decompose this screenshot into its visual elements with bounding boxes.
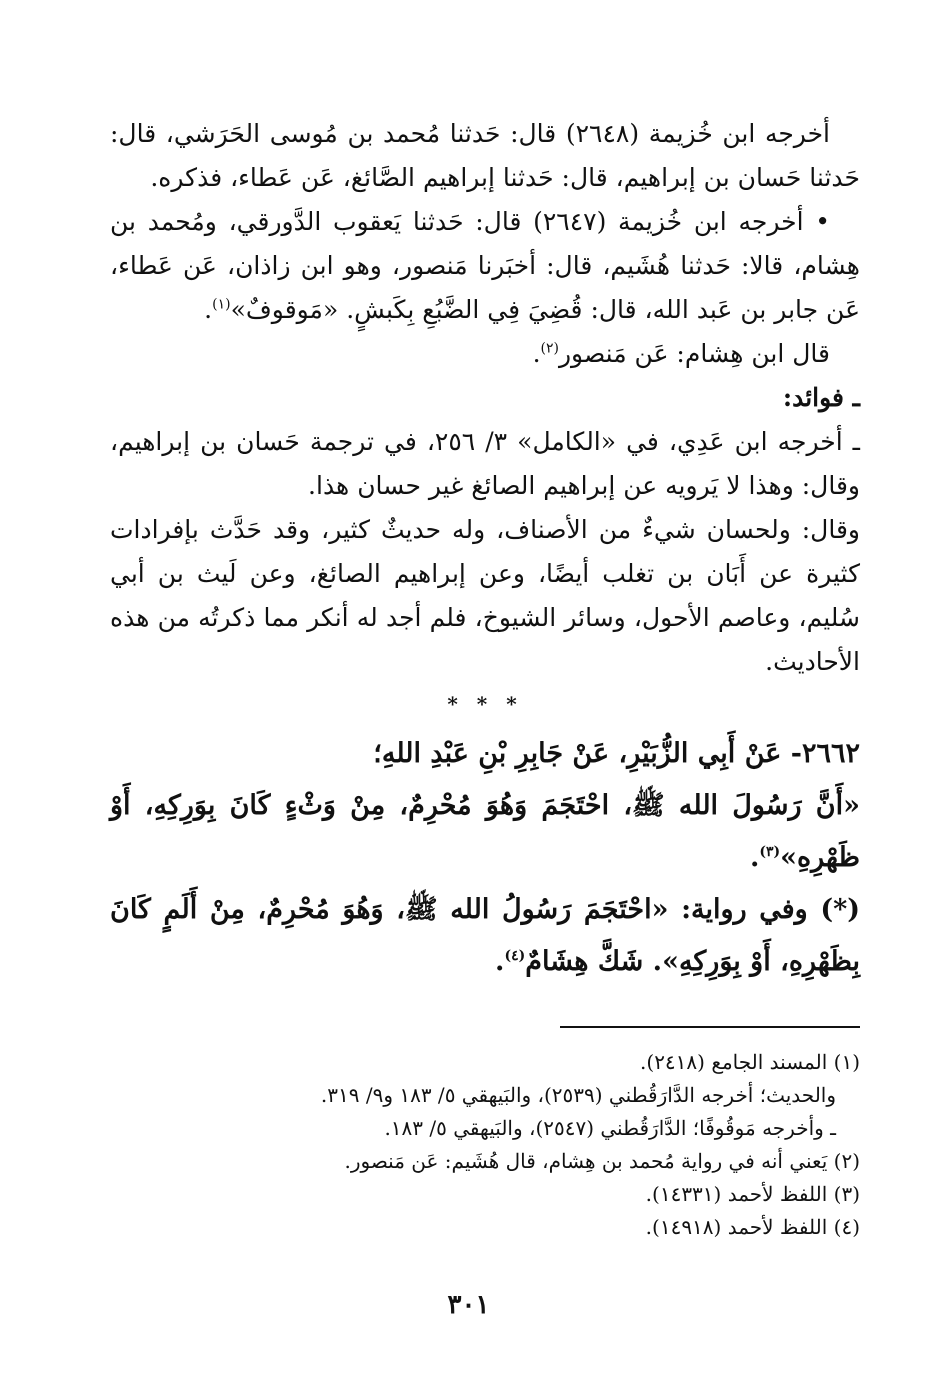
footnote-ref-4: (٤): [504, 948, 526, 964]
paragraph-khuzayma-2647: • أخرجه ابن خُزيمة (٢٦٤٧) قال: حَدثنا يَعقوب الدَّورقي، ومُحمد بن هِشام، قالا: حَدثنا هُشَيم، قال: أخبَرنا مَنصور، وهو ابن زاذان، عَن عَطاء، عَن جابر بن عَبد الله، قال: قُضِيَ فِي الضَّبُعِ بِكَبشٍ. «مَوقوفٌ»$^{(١)}$.: [110, 207, 860, 324]
paragraph-text: قال ابن هِشام: عَن مَنصور: [558, 339, 830, 368]
period: .: [749, 842, 760, 873]
hadith-matn: «أَنَّ رَسُولَ الله ﷺ، احْتَجَمَ وَهُوَ مُحْرِمٌ، مِنْ وَثْءٍ كَانَ بِوَرِكِهِ، أَوْ ظَهْرِهِ»: [110, 790, 860, 873]
hadith-text: [110, 780, 860, 884]
riwaya-matn: (*) وفي رواية: «احْتَجَمَ رَسُولُ الله ﷺ، وَهُوَ مُحْرِمٌ، مِنْ أَلَمٍ كَانَ بِظَهْرِهِ، أَوْ بِوَرِكِهِ». شَكَّ هِشَامٌ: [110, 894, 860, 977]
hadith-heading: ٢٦٦٢- عَنْ أَبِي الزُّبَيْرِ، عَنْ جَابِرِ بْنِ عَبْدِ اللهِ؛: [373, 738, 860, 769]
section-separator: * * *: [447, 692, 523, 716]
page-number: ٣٠١: [447, 1290, 490, 1320]
footnote-1-detail-a: والحديث؛ أخرجه الدَّارَقُطني (٢٥٣٩)، والبَيهقي ٥/ ١٨٣ و٩/ ٣١٩.: [320, 1083, 836, 1107]
period: .: [495, 946, 505, 977]
paragraph-ibn-adi: ـ أخرجه ابن عَدِي، في «الكامل» ٣/ ٢٥٦، في ترجمة حَسان بن إبراهيم، وقال: وهذا لا يَرويه عن إبراهيم الصائغ غير حسان هذا.: [110, 427, 861, 500]
footnote-1-detail-b: ـ وأخرجه مَوقُوفًا؛ الدَّارَقُطني (٢٥٤٧)، والبَيهقي ٥/ ١٨٣.: [384, 1116, 836, 1140]
footnote-3: (٣) اللفظ لأحمد (١٤٣٣١).: [645, 1182, 860, 1206]
main-text: [110, 112, 860, 988]
footnote-4: (٤) اللفظ لأحمد (١٤٩١٨).: [645, 1215, 860, 1239]
fawaid-heading: ـ فوائد:: [782, 383, 860, 412]
footnote-ref-3: (٣): [759, 844, 781, 860]
paragraph-ibn-hisham: [110, 332, 860, 376]
riwaya-text: [110, 884, 860, 988]
paragraph-text: • أخرجه ابن خُزيمة (٢٦٤٧) قال: حَدثنا يَعقوب الدَّورقي، ومُحمد بن هِشام، قالا: حَدثنا هُشَيم، قال: أخبَرنا مَنصور، وهو ابن زاذان، عَن عَطاء، عَن جابر بن عَبد الله، قال: قُضِيَ فِي الضَّبُعِ بِكَبشٍ. «مَوقوفٌ»: [110, 207, 860, 324]
footnote-1: (١) المسند الجامع (٢٤١٨).: [640, 1050, 860, 1074]
footnotes: [110, 1046, 860, 1244]
footnote-ref-1: (١): [212, 296, 231, 313]
footnote-divider: [560, 1026, 860, 1028]
paragraph-khuzayma-2648: أخرجه ابن خُزيمة (٢٦٤٨) قال: حَدثنا مُحمد بن مُوسى الحَرَشي، قال: حَدثنا حَسان بن إبراهيم، قال: حَدثنا إبراهيم الصَّائغ، عَن عَطاء، فذكره.: [110, 119, 860, 192]
footnote-ref-2: (٢): [540, 340, 559, 357]
footnote-2: (٢) يَعني أنه في رواية مُحمد بن هِشام، قال هُشَيم: عَن مَنصور.: [344, 1149, 860, 1173]
paragraph-hassan: وقال: ولحسان شيءٌ من الأصناف، وله حديثٌ كثير، وقد حَدَّث بإفرادات كثيرة عن أَبَان بن تغلب أيضًا، وعن إبراهيم الصائغ، وعن لَيث بن أبي سُليم، وعاصم الأحول، وسائر الشيوخ، فلم أجد له أنكر مما ذكرتُه من هذه الأحاديث.: [110, 515, 860, 676]
period: .: [532, 339, 541, 368]
